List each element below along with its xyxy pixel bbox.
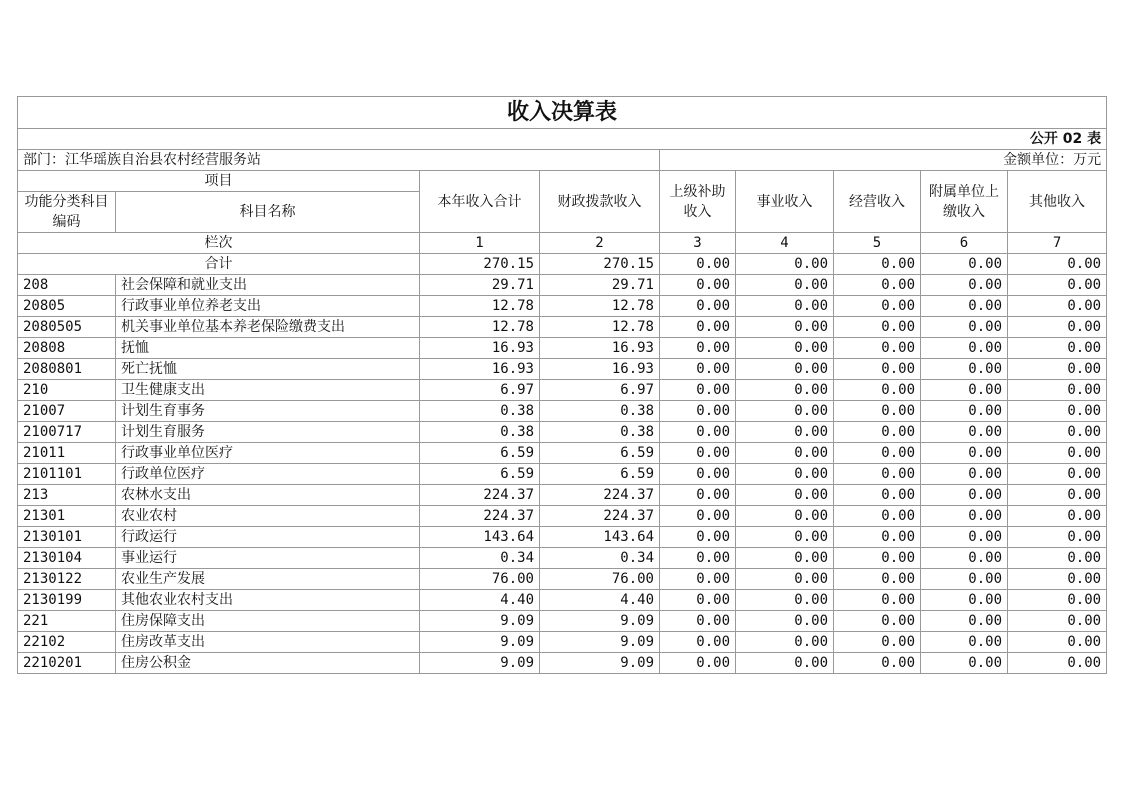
row-value: 0.00 [660, 443, 736, 464]
row-value: 0.00 [921, 527, 1008, 548]
row-value: 0.00 [834, 506, 921, 527]
row-value: 143.64 [420, 527, 540, 548]
row-subject-name: 行政运行 [116, 527, 420, 548]
row-value: 0.00 [736, 317, 834, 338]
header-other: 其他收入 [1008, 171, 1107, 233]
total-value: 0.00 [1008, 254, 1107, 275]
row-value: 0.00 [921, 464, 1008, 485]
row-value: 29.71 [540, 275, 660, 296]
total-value: 0.00 [834, 254, 921, 275]
row-value: 0.00 [921, 569, 1008, 590]
row-value: 0.00 [736, 275, 834, 296]
row-code: 2130199 [18, 590, 116, 611]
table-row [18, 590, 1107, 611]
row-value: 0.00 [736, 401, 834, 422]
row-value: 9.09 [540, 611, 660, 632]
row-value: 224.37 [420, 506, 540, 527]
total-value: 270.15 [540, 254, 660, 275]
row-value: 0.00 [834, 380, 921, 401]
row-value: 0.00 [736, 359, 834, 380]
row-value: 12.78 [420, 317, 540, 338]
row-code: 21007 [18, 401, 116, 422]
row-value: 6.59 [420, 464, 540, 485]
row-value: 0.00 [1008, 443, 1107, 464]
row-code: 2210201 [18, 653, 116, 674]
row-value: 0.00 [921, 611, 1008, 632]
header-operating: 经营收入 [834, 171, 921, 233]
row-value: 6.59 [540, 464, 660, 485]
row-code: 2130122 [18, 569, 116, 590]
col-number: 6 [921, 233, 1008, 254]
row-value: 16.93 [540, 338, 660, 359]
row-value: 12.78 [420, 296, 540, 317]
header-fiscal: 财政拨款收入 [540, 171, 660, 233]
row-value: 0.00 [1008, 611, 1107, 632]
table-row [18, 485, 1107, 506]
table-row [18, 611, 1107, 632]
header-project: 项目 [18, 171, 420, 192]
table-row [18, 548, 1107, 569]
row-value: 6.97 [420, 380, 540, 401]
row-value: 0.00 [1008, 338, 1107, 359]
row-value: 0.00 [1008, 527, 1107, 548]
row-value: 0.00 [921, 422, 1008, 443]
row-subject-name: 死亡抚恤 [116, 359, 420, 380]
row-value: 0.00 [1008, 632, 1107, 653]
row-value: 0.00 [1008, 317, 1107, 338]
row-value: 0.00 [921, 275, 1008, 296]
row-subject-name: 住房保障支出 [116, 611, 420, 632]
row-value: 0.00 [834, 275, 921, 296]
col-number: 4 [736, 233, 834, 254]
row-code: 2100717 [18, 422, 116, 443]
row-value: 0.00 [660, 611, 736, 632]
total-value: 0.00 [736, 254, 834, 275]
row-value: 224.37 [540, 506, 660, 527]
row-value: 0.00 [736, 611, 834, 632]
row-value: 0.34 [540, 548, 660, 569]
unit-label: 金额单位：万元 [660, 150, 1107, 171]
row-value: 0.00 [736, 569, 834, 590]
row-value: 0.00 [834, 590, 921, 611]
row-value: 0.00 [1008, 590, 1107, 611]
row-value: 0.38 [420, 401, 540, 422]
income-final-account-table [17, 96, 1107, 674]
table-row [18, 506, 1107, 527]
row-value: 0.00 [736, 338, 834, 359]
table-row [18, 359, 1107, 380]
row-value: 16.93 [540, 359, 660, 380]
row-value: 9.09 [420, 653, 540, 674]
row-value: 6.59 [540, 443, 660, 464]
row-value: 0.00 [736, 632, 834, 653]
row-value: 0.00 [834, 485, 921, 506]
row-value: 0.00 [736, 590, 834, 611]
col-number: 3 [660, 233, 736, 254]
row-value: 0.00 [660, 590, 736, 611]
row-value: 0.00 [736, 296, 834, 317]
row-code: 221 [18, 611, 116, 632]
table-row [18, 317, 1107, 338]
row-value: 0.00 [1008, 275, 1107, 296]
total-value: 270.15 [420, 254, 540, 275]
row-value: 0.00 [921, 338, 1008, 359]
row-subject-name: 抚恤 [116, 338, 420, 359]
row-subject-name: 住房改革支出 [116, 632, 420, 653]
row-value: 0.00 [660, 485, 736, 506]
row-value: 0.00 [1008, 359, 1107, 380]
row-subject-name: 计划生育事务 [116, 401, 420, 422]
row-value: 0.00 [921, 443, 1008, 464]
row-value: 0.38 [540, 401, 660, 422]
row-value: 0.00 [921, 380, 1008, 401]
row-value: 9.09 [420, 611, 540, 632]
row-code: 20805 [18, 296, 116, 317]
row-value: 16.93 [420, 359, 540, 380]
row-value: 0.00 [660, 296, 736, 317]
row-value: 0.00 [834, 653, 921, 674]
row-value: 0.00 [660, 401, 736, 422]
row-value: 0.00 [921, 632, 1008, 653]
row-value: 0.00 [660, 359, 736, 380]
row-value: 0.00 [1008, 464, 1107, 485]
col-number: 7 [1008, 233, 1107, 254]
row-value: 29.71 [420, 275, 540, 296]
row-value: 0.00 [1008, 485, 1107, 506]
row-value: 0.00 [921, 296, 1008, 317]
row-value: 76.00 [540, 569, 660, 590]
row-value: 0.00 [834, 611, 921, 632]
col-index-label: 栏次 [18, 233, 420, 254]
header-affiliated: 附属单位上缴收入 [921, 171, 1008, 233]
row-value: 0.00 [736, 653, 834, 674]
row-value: 0.00 [1008, 653, 1107, 674]
table-row [18, 401, 1107, 422]
table-row [18, 275, 1107, 296]
col-number: 1 [420, 233, 540, 254]
row-value: 0.00 [736, 380, 834, 401]
table-row [18, 569, 1107, 590]
row-value: 0.00 [921, 653, 1008, 674]
table-row [18, 338, 1107, 359]
row-subject-name: 农林水支出 [116, 485, 420, 506]
table-row [18, 296, 1107, 317]
row-value: 0.00 [921, 548, 1008, 569]
row-value: 0.00 [1008, 548, 1107, 569]
row-value: 0.00 [660, 527, 736, 548]
row-value: 224.37 [420, 485, 540, 506]
row-value: 0.00 [921, 317, 1008, 338]
row-code: 21011 [18, 443, 116, 464]
row-subject-name: 其他农业农村支出 [116, 590, 420, 611]
row-value: 0.00 [660, 632, 736, 653]
row-value: 0.00 [921, 590, 1008, 611]
total-value: 0.00 [921, 254, 1008, 275]
row-value: 4.40 [420, 590, 540, 611]
row-subject-name: 事业运行 [116, 548, 420, 569]
row-value: 0.00 [921, 485, 1008, 506]
row-value: 0.34 [420, 548, 540, 569]
row-subject-name: 住房公积金 [116, 653, 420, 674]
table-row [18, 422, 1107, 443]
department-label: 部门：江华瑶族自治县农村经营服务站 [18, 150, 660, 171]
row-value: 0.00 [660, 380, 736, 401]
row-value: 16.93 [420, 338, 540, 359]
row-code: 210 [18, 380, 116, 401]
row-value: 0.00 [921, 506, 1008, 527]
row-code: 21301 [18, 506, 116, 527]
header-func-code: 功能分类科目编码 [18, 192, 116, 233]
row-code: 208 [18, 275, 116, 296]
row-code: 22102 [18, 632, 116, 653]
row-value: 0.00 [736, 506, 834, 527]
row-value: 12.78 [540, 296, 660, 317]
form-code: 公开 02 表 [18, 129, 1107, 150]
header-business: 事业收入 [736, 171, 834, 233]
header-upper-subsidy: 上级补助收入 [660, 171, 736, 233]
row-value: 0.00 [736, 485, 834, 506]
row-value: 9.09 [540, 653, 660, 674]
row-subject-name: 行政事业单位养老支出 [116, 296, 420, 317]
row-code: 2101101 [18, 464, 116, 485]
row-value: 0.00 [736, 464, 834, 485]
row-value: 0.00 [660, 338, 736, 359]
row-value: 0.00 [1008, 569, 1107, 590]
row-value: 0.00 [834, 296, 921, 317]
row-value: 0.00 [921, 359, 1008, 380]
total-label: 合计 [18, 254, 420, 275]
row-value: 143.64 [540, 527, 660, 548]
row-value: 0.00 [736, 422, 834, 443]
row-subject-name: 行政事业单位医疗 [116, 443, 420, 464]
row-subject-name: 社会保障和就业支出 [116, 275, 420, 296]
row-value: 9.09 [420, 632, 540, 653]
row-value: 6.59 [420, 443, 540, 464]
total-value: 0.00 [660, 254, 736, 275]
row-value: 0.00 [1008, 380, 1107, 401]
row-value: 0.00 [1008, 422, 1107, 443]
header-total-income: 本年收入合计 [420, 171, 540, 233]
row-value: 0.38 [420, 422, 540, 443]
row-value: 0.00 [834, 338, 921, 359]
row-value: 0.00 [736, 527, 834, 548]
row-subject-name: 机关事业单位基本养老保险缴费支出 [116, 317, 420, 338]
row-value: 0.00 [660, 422, 736, 443]
row-code: 2080505 [18, 317, 116, 338]
row-value: 0.00 [834, 401, 921, 422]
header-subject-name: 科目名称 [116, 192, 420, 233]
row-value: 9.09 [540, 632, 660, 653]
row-value: 4.40 [540, 590, 660, 611]
row-value: 6.97 [540, 380, 660, 401]
row-value: 0.00 [660, 569, 736, 590]
row-value: 0.00 [834, 443, 921, 464]
row-subject-name: 农业农村 [116, 506, 420, 527]
row-value: 0.00 [834, 359, 921, 380]
row-value: 0.00 [834, 632, 921, 653]
row-subject-name: 卫生健康支出 [116, 380, 420, 401]
table-row [18, 527, 1107, 548]
row-value: 0.00 [660, 464, 736, 485]
page-title: 收入决算表 [18, 97, 1107, 129]
row-value: 0.00 [736, 548, 834, 569]
table-row [18, 380, 1107, 401]
table-row [18, 464, 1107, 485]
row-value: 0.00 [834, 464, 921, 485]
row-value: 0.00 [1008, 401, 1107, 422]
row-code: 20808 [18, 338, 116, 359]
row-value: 0.00 [660, 275, 736, 296]
row-value: 12.78 [540, 317, 660, 338]
col-number: 2 [540, 233, 660, 254]
row-value: 0.00 [660, 653, 736, 674]
table-row [18, 443, 1107, 464]
row-value: 0.00 [834, 422, 921, 443]
row-value: 76.00 [420, 569, 540, 590]
row-subject-name: 农业生产发展 [116, 569, 420, 590]
row-value: 0.00 [834, 569, 921, 590]
row-value: 0.00 [1008, 296, 1107, 317]
row-code: 2080801 [18, 359, 116, 380]
row-code: 2130101 [18, 527, 116, 548]
row-subject-name: 计划生育服务 [116, 422, 420, 443]
row-value: 0.00 [921, 401, 1008, 422]
row-code: 2130104 [18, 548, 116, 569]
row-value: 0.00 [834, 527, 921, 548]
row-value: 0.00 [660, 506, 736, 527]
row-code: 213 [18, 485, 116, 506]
row-value: 0.00 [834, 548, 921, 569]
row-subject-name: 行政单位医疗 [116, 464, 420, 485]
row-value: 0.00 [834, 317, 921, 338]
row-value: 0.00 [1008, 506, 1107, 527]
row-value: 0.00 [660, 548, 736, 569]
row-value: 0.00 [736, 443, 834, 464]
col-number: 5 [834, 233, 921, 254]
table-row [18, 632, 1107, 653]
table-row [18, 653, 1107, 674]
row-value: 224.37 [540, 485, 660, 506]
row-value: 0.00 [660, 317, 736, 338]
row-value: 0.38 [540, 422, 660, 443]
